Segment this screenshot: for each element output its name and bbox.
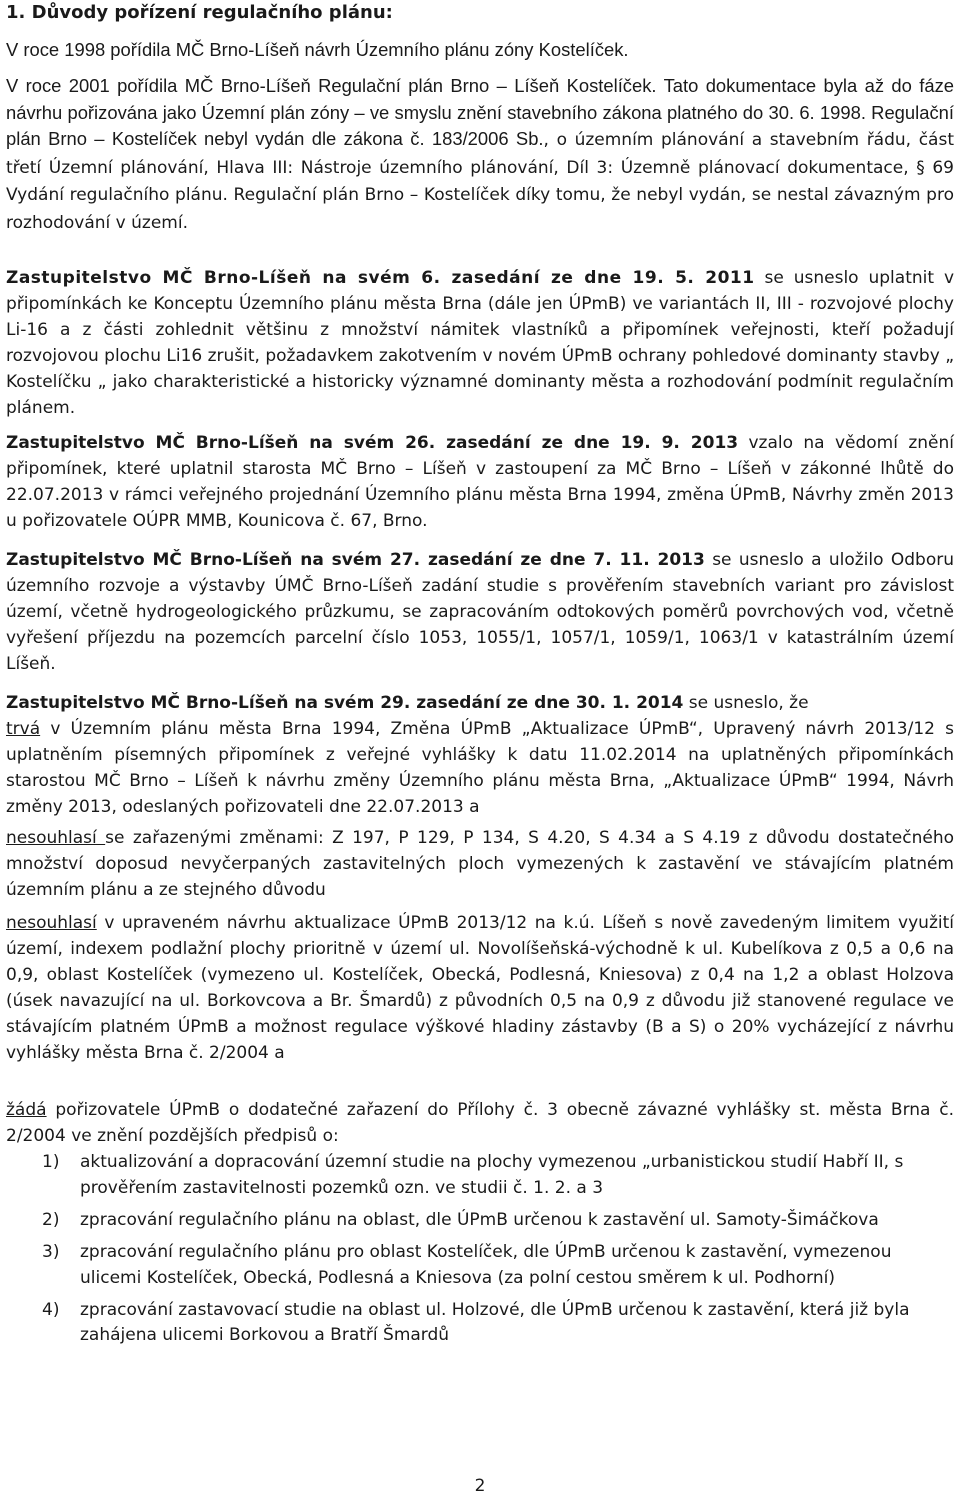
list-item-number: 4): [42, 1299, 60, 1320]
session-paragraph-29: [6, 691, 954, 717]
list-item-text: aktualizování a dopracování územní studie na plochy vymezenou „urbanistickou studií Habří II, s prověřením zastavitelnosti pozemků ozn. ve studii č. 1. 2. a 3: [80, 1152, 904, 1198]
resolution-trva: [6, 717, 954, 821]
session-heading-26: Zastupitelstvo MČ Brno-Líšeň na svém 26. zasedání ze dne 19. 9. 2013: [6, 433, 739, 453]
intro-paragraph-2-tail: , o územním plánování a stavebním řádu, část třetí Územní plánování, Hlava III: Nástroje územního plánování, Díl 3: Územně plánovací dokumentace, § 69 Vydání regulačního plánu. Regulační plán Brno – Kostelíček díky tomu, že nebyl vydán, se nestal závazným pro rozhodování v území.: [6, 130, 954, 233]
resolution-nesouhlasi-1: [6, 826, 954, 904]
list-item: [6, 1240, 954, 1292]
page-number: 2: [474, 1476, 486, 1496]
intro-paragraph-2: [6, 73, 954, 236]
list-item: [6, 1298, 954, 1350]
session-text-27: se usneslo a uložilo Odboru územního rozvoje a výstavby ÚMČ Brno-Líšeň zadání studie s prověřením stavebních variant pro závislost území, včetně hydrogeologického průzkumu, se zapracováním odtokových poměrů povrchových vod, včetně vyřešení příjezdu na pozemcích parcelní číslo 1053, 1055/1, 1057/1, 1059/1, 1063/1 v katastrálním území Líšeň.: [6, 550, 954, 674]
intro-paragraph-2-text: V roce 2001 pořídila MČ Brno-Líšeň Regulační plán Brno – Líšeň Kostelíček. Tato dokumentace byla až do fáze návrhu pořizována jako Územní plán zóny – ve smyslu znění stavebního zákona platného do 30. 6. 1998. Regulační plán Brno – Kostelíček nebyl vydán dle zákona č. 183/2006 Sb.: [6, 75, 954, 149]
session-paragraph-6: [6, 266, 954, 421]
session-text-29: se usneslo, že: [683, 693, 809, 713]
list-item-text: zpracování zastavovací studie na oblast ul. Holzové, dle ÚPmB určenou k zastavění, která již byla zahájena ulicemi Borkovou a Bratří Šmardů: [80, 1299, 910, 1346]
resolution-keyword-zada: žádá: [6, 1100, 47, 1120]
resolution-text-nesouhlasi-2: v upraveném návrhu aktualizace ÚPmB 2013/12 na k.ú. Líšeň s nově zavedeným limitem využití území, indexem podlažní plochy prioritně v území ul. Novolíšeňská-východně k ul. Kubelíkova z 0,5 a 0,6 na 0,9, oblast Kostelíček (vymezeno ul. Kostelíček, Obecká, Podlesná, Kniesova) z 0,4 na 1,2 a oblast Holzova (úsek navazující na ul. Borkovcova a Br. Šmardů) z původních 0,5 na 0,9 z důvodu již stanovené regulace ve stávajícím platném ÚPmB a možnost regulace výškové hladiny zástavby (B a S) o 20% vycházející z návrhu vyhlášky města Brna č. 2/2004 a: [6, 913, 954, 1063]
list-item-text: zpracování regulačního plánu na oblast, dle ÚPmB určenou k zastavění ul. Samoty-Šimáčkova: [80, 1209, 879, 1230]
resolution-keyword-trva: trvá: [6, 719, 41, 739]
list-item: [6, 1208, 954, 1234]
list-item: [6, 1150, 954, 1202]
list-item-number: 3): [42, 1241, 60, 1262]
session-text-26: vzalo na vědomí znění připomínek, které uplatnil starosta MČ Brno – Líšeň v zastoupení za MČ Brno – Líšeň v zákonné lhůtě do 22.07.2013 v rámci veřejného projednání Územního plánu města Brna 1994, změna ÚPmB, Návrhy změn 2013 u pořizovatele OÚPR MMB, Kounicova č. 67, Brno.: [6, 433, 954, 531]
section-heading: 1. Důvody pořízení regulačního plánu:: [6, 2, 393, 23]
session-heading-29: Zastupitelstvo MČ Brno-Líšeň na svém 29. zasedání ze dne 30. 1. 2014: [6, 693, 684, 713]
list-item-number: 2): [42, 1209, 60, 1230]
resolution-text-zada: pořizovatele ÚPmB o dodatečné zařazení do Přílohy č. 3 obecně závazné vyhlášky st. města Brna č. 2/2004 ve znění pozdějších předpisů o:: [6, 1100, 954, 1146]
intro-paragraph-1: V roce 1998 pořídila MČ Brno-Líšeň návrh Územního plánu zóny Kostelíček.: [6, 39, 629, 60]
session-paragraph-26: [6, 431, 954, 535]
request-list: [6, 1150, 954, 1355]
resolution-keyword-nesouhlasi-2: nesouhlasí: [6, 913, 97, 933]
resolution-nesouhlasi-2: [6, 911, 954, 1066]
resolution-zada: [6, 1098, 954, 1150]
resolution-keyword-nesouhlasi-1: nesouhlasí: [6, 828, 106, 848]
session-heading-6: Zastupitelstvo MČ Brno-Líšeň na svém 6. zasedání ze dne 19. 5. 2011: [6, 268, 755, 288]
resolution-text-nesouhlasi-1: se zařazenými změnami: Z 197, P 129, P 134, S 4.20, S 4.34 a S 4.19 z důvodu dostatečného množství doposud nevyčerpaných zastavitelných ploch vymezených k zastavění ve stávajícím platném územním plánu a ze stejného důvodu: [6, 828, 954, 900]
list-item-text: zpracování regulačního plánu pro oblast Kostelíček, dle ÚPmB určenou k zastavění, vymezenou ulicemi Kostelíček, Obecká, Podlesná a Kniesova (za polní cestou směrem k ul. Podhorní): [80, 1241, 892, 1288]
session-heading-27: Zastupitelstvo MČ Brno-Líšeň na svém 27. zasedání ze dne 7. 11. 2013: [6, 550, 705, 570]
list-item-number: 1): [42, 1152, 60, 1172]
session-text-6: se usneslo uplatnit v připomínkách ke Konceptu Územního plánu města Brna (dále jen ÚPmB) ve variantách II, III - rozvojové plochy Li-16 a z části zohlednit většinu z množství námitek vlastníků a připomínek veřejnosti, kteří požadují rozvojovou plochu Li16 zrušit, požadavkem zakotvením v novém ÚPmB ochrany pohledové dominanty stavby „ Kostelíčku „ jako charakteristické a historicky významné dominanty města a rozhodování podmínit regulačním plánem.: [6, 268, 954, 418]
session-paragraph-27: [6, 548, 954, 678]
resolution-text-trva: v Územním plánu města Brna 1994, Změna ÚPmB „Aktualizace ÚPmB“, Upravený návrh 2013/12 s uplatněním písemných připomínek z veřejné vyhlášky k datu 11.02.2014 na uplatněných připomínkách starostou MČ Brno – Líšeň k návrhu změny Územního plánu města Brna, „Aktualizace ÚPmB“ 1994, Návrh změny 2013, odeslaných pořizovateli dne 22.07.2013 a: [6, 719, 954, 817]
